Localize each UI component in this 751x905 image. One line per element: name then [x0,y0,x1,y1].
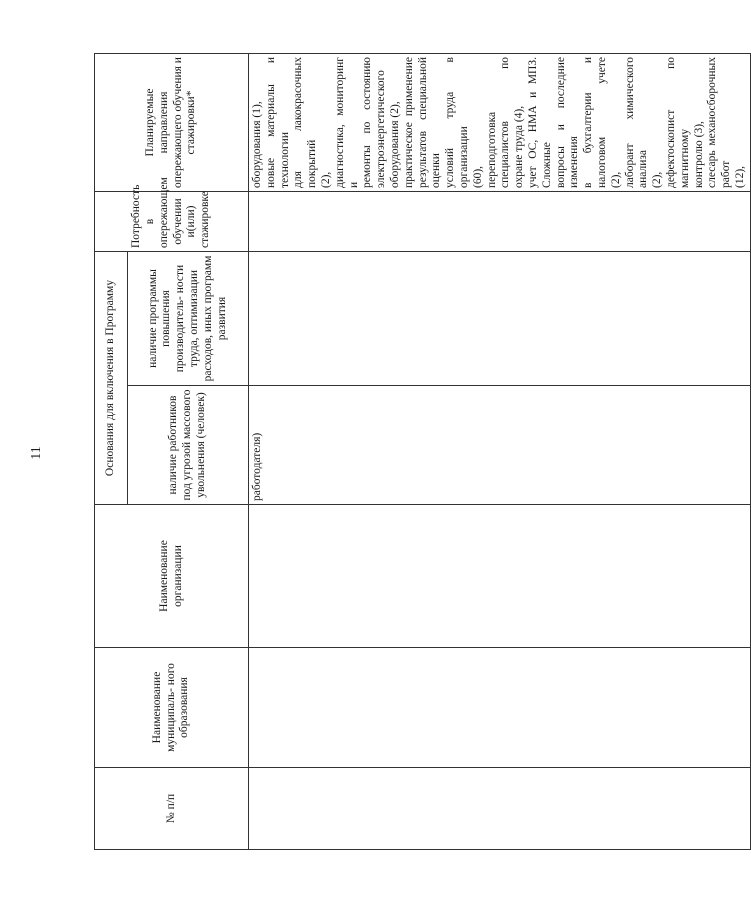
cell-need [249,192,751,252]
rotated-table-container [94,54,746,850]
header-directions: Планируемые направления опережающего обучения и стажировки* [95,54,249,192]
direction-line: практическое применение [402,57,415,188]
header-grounds: Основания для включения в Программу [95,252,128,505]
cell-municipality [249,648,751,768]
header-productivity: наличие программы повышения производитель- ности труда, оптимизации расходов, иных программ развития [128,252,249,386]
direction-line: новые материалы и технологии [264,57,291,188]
direction-line: результатов специальной оценки [416,57,443,188]
direction-line: лаборант химического анализа [623,57,650,188]
cell-num [249,768,751,850]
direction-line: контролю (3), [692,121,705,188]
direction-line: учет ОС, НМА и МПЗ. Сложные [526,57,553,188]
direction-line: (60), [471,165,484,188]
cell-mass-layoff: работодателя) [249,386,751,505]
direction-line: (2), [609,171,622,188]
header-need: Потребность в опережающем обучении и(или) стажировке [95,192,249,252]
header-num: № п/п [95,768,249,850]
direction-line: ремонты по состоянию [361,57,374,188]
direction-line: электроэнергетического [375,70,388,188]
direction-line: в бухгалтерии и налоговом учете [582,57,608,188]
header-mass-layoff: наличие работников под угрозой массового увольнения (человек) [128,386,249,505]
direction-line: (2), [319,171,332,188]
cell-directions [249,54,751,192]
table-header-row [95,54,128,850]
page-number: 11 [29,446,44,460]
cell-productivity [249,252,751,386]
direction-line: диагностика, мониторинг и [333,57,360,188]
direction-line: вопросы и последние изменения [554,57,581,188]
table-row [249,54,751,850]
direction-line: охране труда (4), [513,105,526,188]
direction-line: дефектоскопист по магнитному [664,57,691,188]
direction-line: оборудования (2), [388,101,401,188]
cell-organization [249,505,751,648]
direction-line: переподготовка специалистов по [485,57,512,188]
direction-line: (12), [733,165,746,188]
direction-line: оборудования (1), [251,101,263,188]
direction-line: для лакокрасочных покрытий [292,57,319,188]
program-table [94,53,751,850]
direction-line: условий труда в организации [444,57,470,188]
header-municipality: Наименование муниципаль- ного образования [95,648,249,768]
direction-line: (2), [651,171,664,188]
direction-line: слесарь механосборочных работ [706,57,733,188]
directions-list [251,57,748,188]
header-organization: Наименование организации [95,505,249,648]
